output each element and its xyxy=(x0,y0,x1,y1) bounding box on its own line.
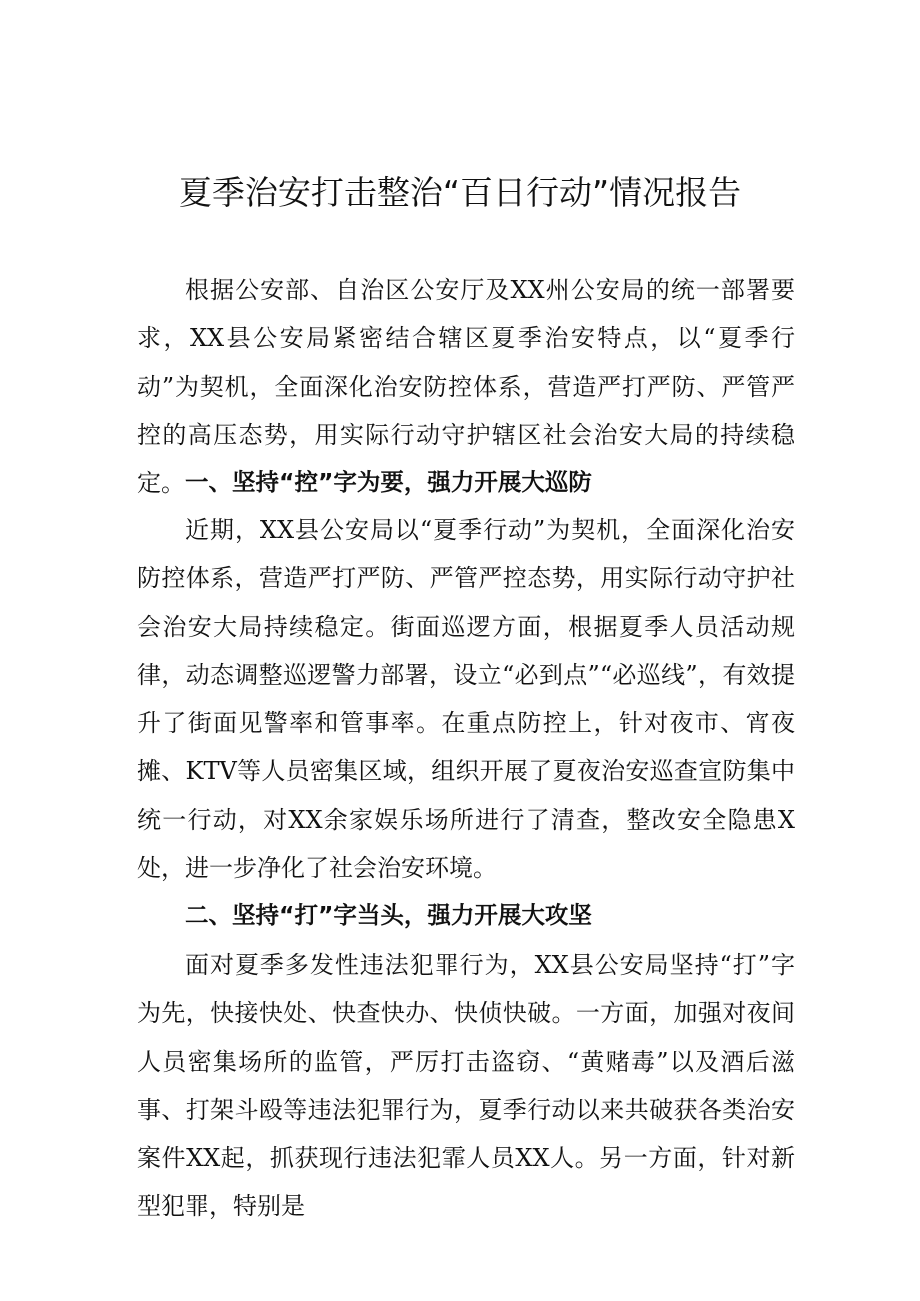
section-heading-2: 二、坚持“打”字当头，强力开展大攻坚 xyxy=(185,901,592,929)
section-paragraph-2: 面对夏季多发性违法犯罪行为，XX县公安局坚持“打”字为先，快接快处、快查快办、快侦快破。一方面，加强对夜间人员密集场所的监管，严厉打击盗窃、“黄赌毒”以及酒后滋事、打架斗殴等违法犯罪行为，夏季行动以来共破获各类治安案件XX起，抓获现行违法犯霏人员XX人。另一方面，针对新型犯罪，特别是 xyxy=(137,951,795,1221)
section-paragraph-1: 近期，XX县公安局以“夏季行动”为契机，全面深化治安防控体系，营造严打严防、严管严控态势，用实际行动守护社会治安大局持续稳定。街面巡逻方面，根据夏季人员活动规律，动态调整巡逻警力部署，设立“必到点”“必巡线”，有效提升了街面见警率和管事率。在重点防控上，针对夜市、宵夜摊、KTV等人员密集区域，组织开展了夏夜治安巡查宣防集中统一行动，对XX余家娱乐场所进行了清查，整改安全隐患X处，进一步净化了社会治安环境。 xyxy=(137,516,795,883)
section-heading-1: 一、坚持“控”字为要，强力开展大巡防 xyxy=(185,468,592,496)
document-title: 夏季治安打击整治“百日行动”情况报告 xyxy=(178,173,742,212)
intro-paragraph: 根据公安部、自治区公安厅及XX州公安局的统一部署要求，XX县公安局紧密结合辖区夏季治安特点，以“夏季行动”为契机，全面深化治安防控体系，营造严打严防、严管严控的高压态势，用实际行动守护辖区社会治安大局的持续稳定。 xyxy=(137,276,795,498)
